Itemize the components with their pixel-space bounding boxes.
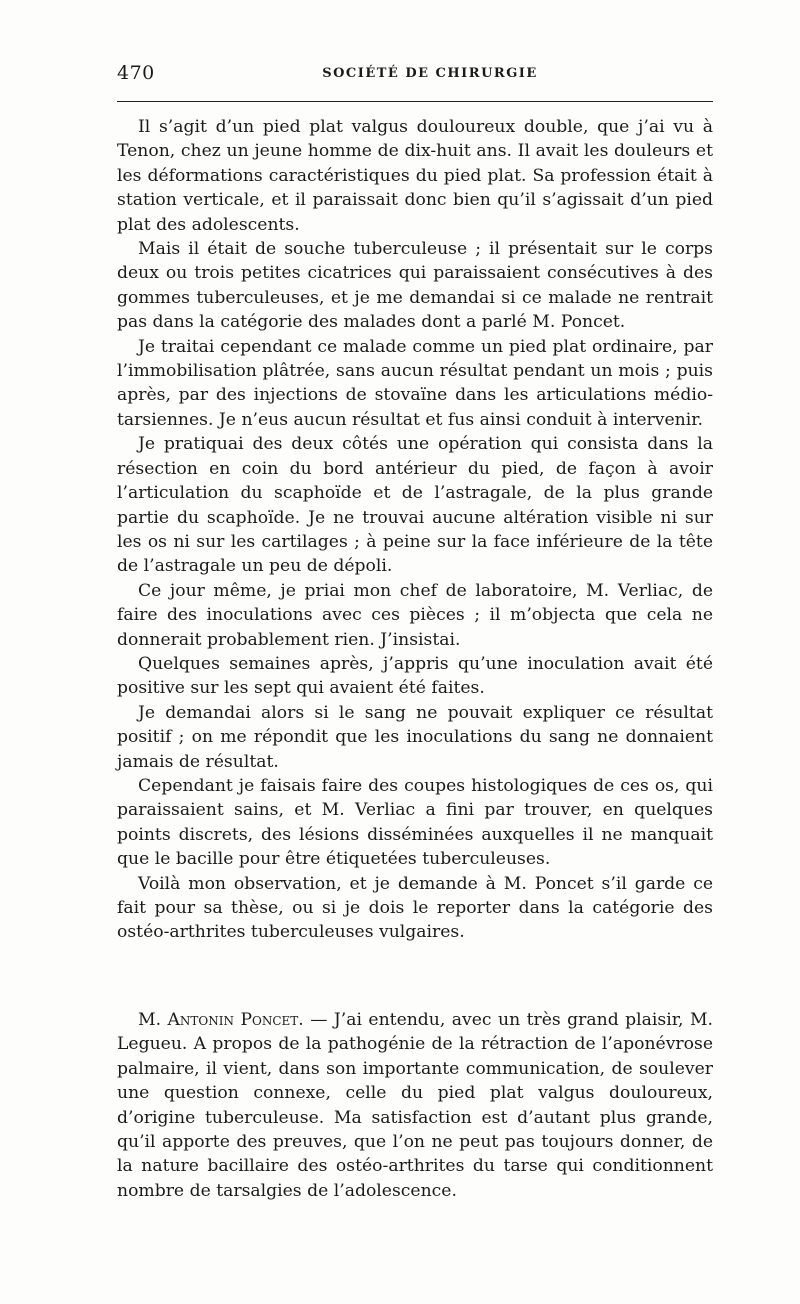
paragraph: Je demandai alors si le sang ne pouvait expliquer ce résultat positif ; on me répondit que les inoculations du sang ne donnaient jamais de résultat. [117,702,713,772]
paragraph: Il s’agit d’un pied plat valgus douloureux double, que j’ai vu à Tenon, chez un jeune homme de dix-huit ans. Il avait les douleurs et les déformations caractéristiques du pied plat. Sa profession était à station verticale, et il paraissait donc bien qu’il s’agissait d’un pied plat des adolescents. [117,117,713,235]
speech-paragraph [117,1008,713,1203]
body-text [117,115,713,945]
running-head: SOCIÉTÉ DE CHIRURGIE [322,66,538,81]
paragraph: Je pratiquai des deux côtés une opération qui consista dans la résection en coin du bord antérieur du pied, de façon à avoir l’articulation du scaphoïde et de l’astragale, de la plus grande partie du scaphoïde. Je ne trouvai aucune altération visible ni sur les os ni sur les cartilages ; à peine sur la face inférieure de la tête de l’astragale un peu de dépoli. [117,434,713,577]
paragraph: Ce jour même, je priai mon chef de laboratoire, M. Verliac, de faire des inoculations avec ces pièces ; il m’objecta que cela ne donnerait probablement rien. J’insistai. [117,580,713,650]
speech-text: — J’ai entendu, avec un très grand plaisir, M. Legueu. A propos de la pathogénie de la rétraction de l’aponévrose palmaire, il vient, dans son importante communication, de soulever une question connexe, celle du pied plat valgus douloureux, d’origine tuberculeuse. Ma satisfaction est d’autant plus grande, qu’il apporte des preuves, que l’on ne peut pas toujours donner, de la nature bacillaire des ostéo-arthrites du tarse qui conditionnent nombre de tarsalgies de l’adolescence. [117,1010,714,1201]
speaker-name: M. Antonin Poncet. [138,1010,304,1030]
paragraph: Quelques semaines après, j’appris qu’une inoculation avait été positive sur les sept qui avaient été faites. [117,653,713,699]
header-rule [117,101,713,102]
page-header [117,62,713,88]
paragraph: Cependant je faisais faire des coupes histologiques de ces os, qui paraissaient sains, et M. Verliac a fini par trouver, en quelques points discrets, des lésions disséminées auxquelles il ne manquait que le bacille pour être étiquetées tuberculeuses. [117,775,713,870]
speech-block [117,1008,713,1203]
paragraph: Voilà mon observation, et je demande à M. Poncet s’il garde ce fait pour sa thèse, ou si je dois le reporter dans la catégorie des ostéo-arthrites tuberculeuses vulgaires. [117,873,713,943]
page-number: 470 [117,62,155,84]
paragraph: Je traitai cependant ce malade comme un pied plat ordinaire, par l’immobilisation plâtrée, sans aucun résultat pendant un mois ; puis après, par des injections de stovaïne dans les articulations médio-tarsiennes. Je n’eus aucun résultat et fus ainsi conduit à intervenir. [117,336,713,430]
paragraph: Mais il était de souche tuberculeuse ; il présentait sur le corps deux ou trois petites cicatrices qui paraissaient consécutives à des gommes tuberculeuses, et je me demandai si ce malade ne rentrait pas dans la catégorie des malades dont a parlé M. Poncet. [117,239,713,333]
